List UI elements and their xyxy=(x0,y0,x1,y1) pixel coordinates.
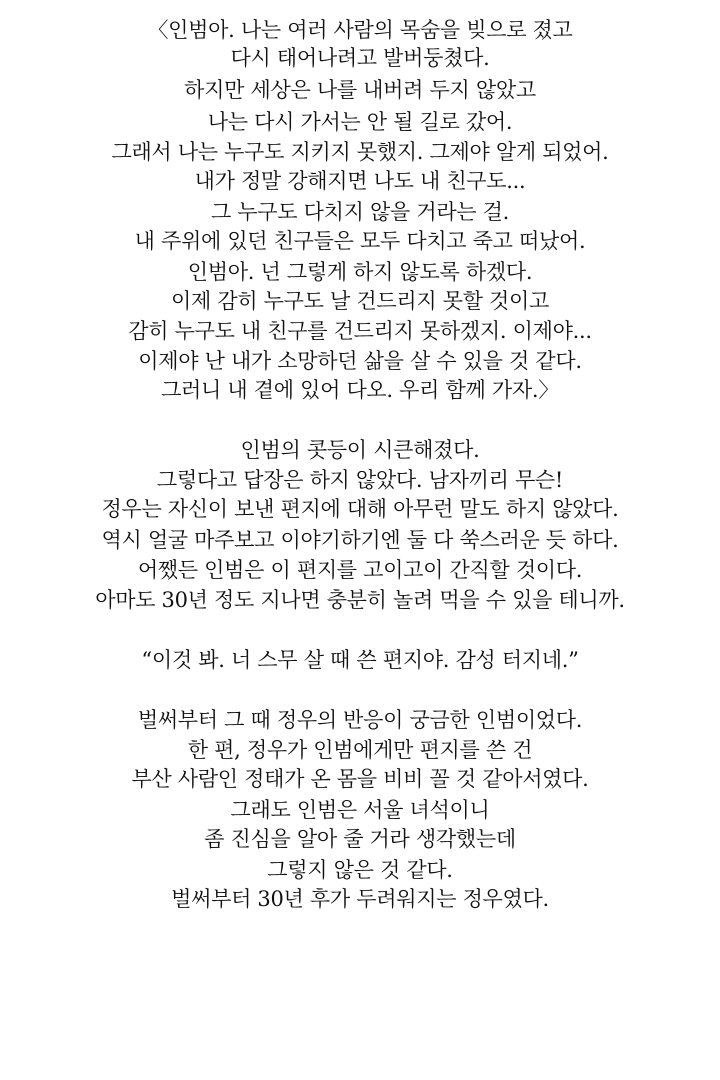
narration-line: 벌써부터 30년 후가 두려워지는 정우였다. xyxy=(171,887,549,911)
narration-line: 인범의 콧등이 시큰해졌다. xyxy=(240,438,480,462)
letter-line: 그러니 내 곁에 있어 다오. 우리 함께 가자.〉 xyxy=(161,378,559,402)
letter-line: 그래서 나는 누구도 지키지 못했지. 그제야 알게 되었어. xyxy=(111,140,609,164)
narration-line: 벌써부터 그 때 정우의 반응이 궁금한 인범이었다. xyxy=(137,708,583,732)
letter-line: 인범아. 넌 그렇게 하지 않도록 하겠다. xyxy=(187,260,533,284)
letter-line: 내 주위에 있던 친구들은 모두 다치고 죽고 떠났어. xyxy=(134,229,586,253)
narration-line: 그렇다고 답장은 하지 않았다. 남자끼리 무슨! xyxy=(156,468,564,492)
narration-line: 역시 얼굴 마주보고 이야기하기엔 둘 다 쑥스러운 듯 하다. xyxy=(101,528,619,552)
narration-line: 그래도 인범은 서울 녀석이니 xyxy=(230,798,490,822)
letter-line: 〈인범아. 나는 여러 사람의 목숨을 빚으로 졌고 xyxy=(147,18,573,42)
letter-line: 이제야 난 내가 소망하던 삶을 살 수 있을 것 같다. xyxy=(138,349,582,373)
narration-line: 좀 진심을 알아 줄 거라 생각했는데 xyxy=(204,827,516,851)
letter-line: 감히 누구도 내 친구를 건드리지 못하겠지. 이제야... xyxy=(128,319,592,343)
letter-line: 다시 태어나려고 발버둥쳤다. xyxy=(230,46,490,70)
dialogue-line: “이것 봐. 너 스무 살 때 쓴 편지야. 감성 터지네.” xyxy=(141,648,579,672)
letter-line: 나는 다시 가서는 안 될 길로 갔어. xyxy=(207,110,513,134)
letter-line: 그 누구도 다치지 않을 거라는 걸. xyxy=(210,200,510,224)
narration-line: 한 편, 정우가 인범에게만 편지를 쓴 건 xyxy=(187,738,533,762)
narration-line: 어쨌든 인범은 이 편지를 고이고이 간직할 것이다. xyxy=(137,558,583,582)
narration-line: 아마도 30년 정도 지나면 충분히 놀려 먹을 수 있을 테니까. xyxy=(95,588,625,612)
letter-line: 이제 감히 누구도 날 건드리지 못할 것이고 xyxy=(170,289,549,313)
narration-line: 정우는 자신이 보낸 편지에 대해 아무런 말도 하지 않았다. xyxy=(101,497,619,521)
letter-line: 하지만 세상은 나를 내버려 두지 않았고 xyxy=(184,78,536,102)
narration-line: 그렇지 않은 것 같다. xyxy=(267,858,453,882)
narration-line: 부산 사람인 정태가 온 몸을 비비 꼴 것 같아서였다. xyxy=(131,767,589,791)
letter-line: 내가 정말 강해지면 나도 내 친구도... xyxy=(194,169,526,193)
